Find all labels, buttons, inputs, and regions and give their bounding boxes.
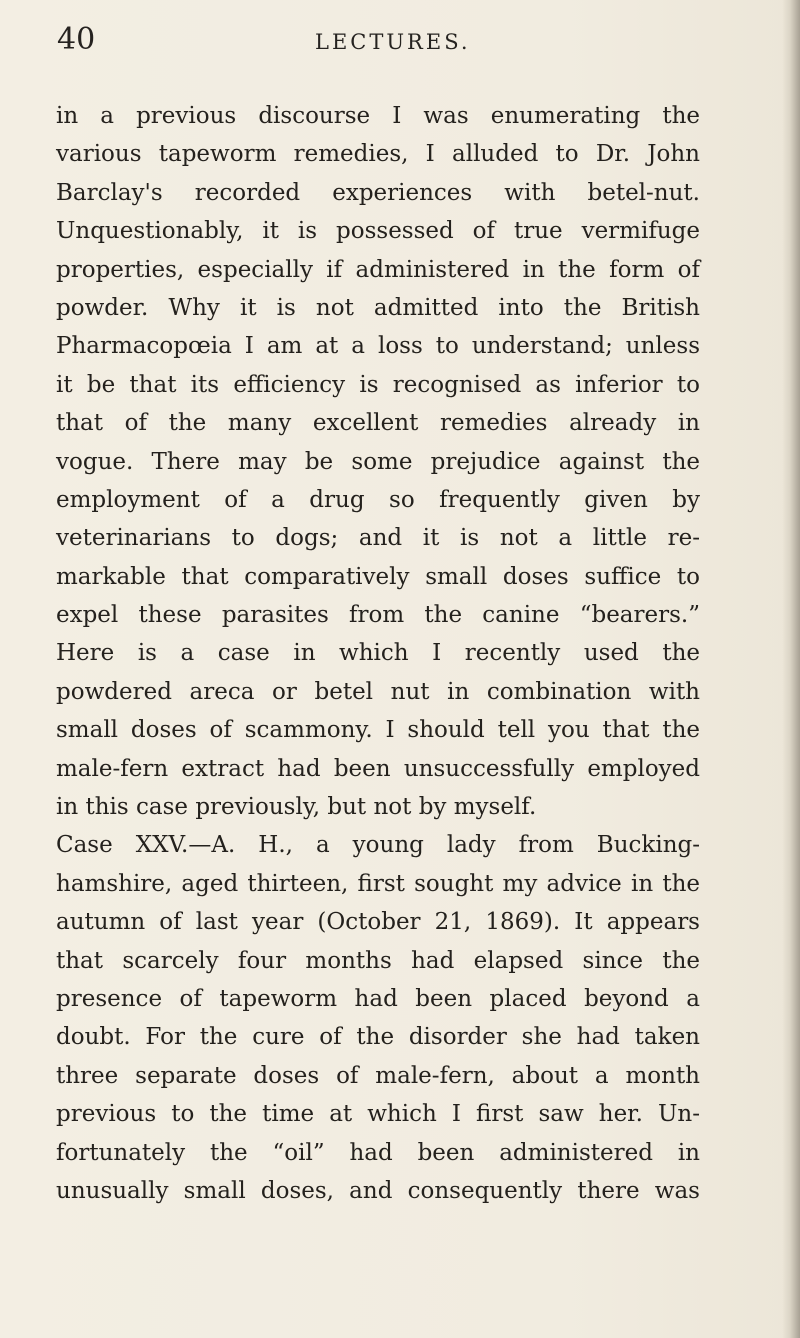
text-line: that of the many excellent remedies already in: [56, 410, 700, 437]
text-line: in a previous discourse I was enumerating the: [56, 103, 700, 129]
text-line: properties, especially if administered in the form of: [56, 256, 700, 283]
text-line: doubt. For the cure of the disorder she had taken: [56, 1024, 700, 1051]
text-line: in this case previously, but not by myself.: [56, 794, 537, 821]
body-text: [56, 97, 700, 1210]
text-line: small doses of scammony. I should tell you that the: [56, 717, 700, 744]
text-line: employment of a drug so frequently given by: [56, 486, 700, 513]
text-line: that scarcely four months had elapsed since the: [56, 947, 700, 974]
page-edge-shadow: [782, 0, 800, 1338]
text-line: Pharmacopœia I am at a loss to understand; unless: [56, 333, 700, 360]
text-line: powder. Why it is not admitted into the British: [56, 294, 700, 321]
text-line: Barclay's recorded experiences with betel-nut.: [56, 179, 700, 206]
text-line: presence of tapeworm had been placed beyond a: [56, 985, 700, 1012]
text-line: markable that comparatively small doses suffice to: [56, 563, 700, 590]
text-line: male-fern extract had been unsuccessfully employed: [56, 755, 700, 782]
text-line: various tapeworm remedies, I alluded to Dr. John: [56, 141, 700, 168]
text-line: veterinarians to dogs; and it is not a little re-: [56, 525, 700, 552]
text-line: Case XXV.—A. H., a young lady from Bucking-: [56, 832, 700, 859]
running-head: LECTURES.: [315, 30, 471, 54]
page-number: 40: [57, 22, 96, 57]
text-line: Here is a case in which I recently used the: [56, 640, 700, 667]
text-line: hamshire, aged thirteen, first sought my advice in the: [56, 870, 700, 897]
text-line: three separate doses of male-fern, about a month: [56, 1062, 700, 1089]
text-line: powdered areca or betel nut in combination with: [56, 678, 700, 705]
text-line: vogue. There may be some prejudice against the: [56, 448, 700, 475]
text-line: expel these parasites from the canine “bearers.”: [56, 602, 700, 629]
text-line: autumn of last year (October 21, 1869). It appears: [56, 909, 700, 936]
text-line: unusually small doses, and consequently there was: [56, 1177, 700, 1204]
text-line: Unquestionably, it is possessed of true vermifuge: [56, 218, 700, 245]
text-line: it be that its efficiency is recognised as inferior to: [56, 371, 700, 398]
text-line: previous to the time at which I first saw her. Un-: [56, 1101, 700, 1128]
text-line: fortunately the “oil” had been administered in: [56, 1139, 700, 1166]
